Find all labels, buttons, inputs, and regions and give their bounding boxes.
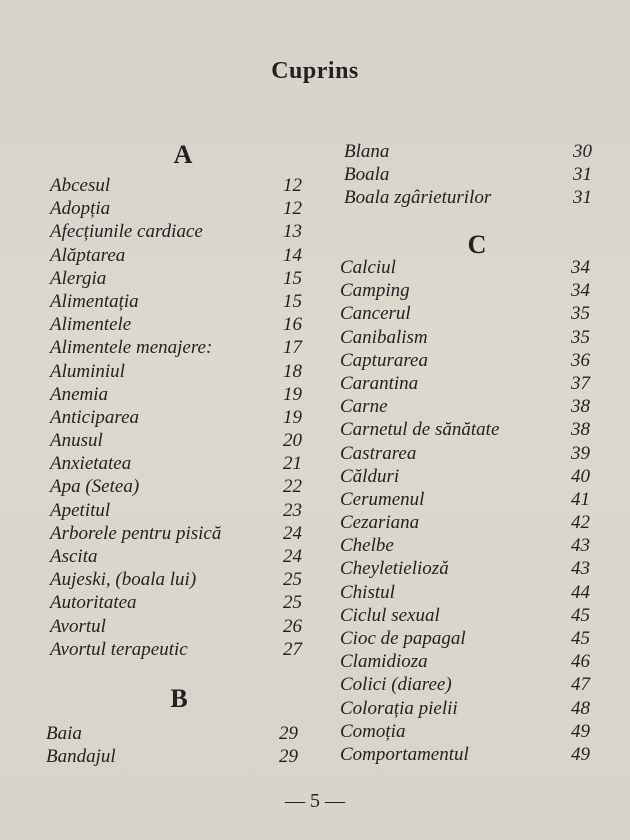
entry-page-number: 16	[283, 314, 302, 336]
entry-page-number: 20	[283, 430, 302, 452]
entry-term: Boala zgârieturilor	[344, 187, 492, 209]
index-entry	[50, 615, 302, 638]
entry-term: Ascita	[50, 546, 98, 567]
entry-page-number: 23	[283, 499, 302, 521]
entry-term: Chistul	[340, 581, 395, 603]
entry-page-number: 24	[283, 546, 302, 567]
entry-page-number: 12	[283, 175, 302, 196]
entry-page-number: 45	[571, 628, 590, 649]
entry-term: Alimentele	[50, 314, 132, 336]
entry-page-number: 25	[283, 569, 302, 591]
index-entry	[340, 511, 590, 534]
entry-term: Alergia	[50, 267, 107, 289]
entry-term: Călduri	[340, 465, 400, 487]
index-entry	[50, 360, 302, 383]
index-entry	[50, 452, 302, 475]
entry-term: Boala	[344, 164, 390, 186]
index-entry	[340, 442, 590, 465]
index-entry	[50, 174, 302, 197]
index-entry	[340, 697, 590, 720]
entry-term: Anticiparea	[50, 406, 139, 428]
entry-page-number: 49	[571, 720, 590, 742]
entry-term: Chelbe	[340, 535, 394, 557]
entry-page-number: 44	[571, 581, 590, 603]
index-entry	[340, 488, 590, 511]
index-entry	[50, 499, 302, 522]
index-entry	[340, 627, 590, 650]
entry-term: Colorația pielii	[340, 697, 458, 719]
entry-page-number: 21	[283, 453, 302, 475]
entry-term: Cezariana	[340, 512, 420, 534]
entry-page-number: 29	[279, 723, 298, 744]
index-entry	[340, 557, 590, 580]
entry-term: Alimentația	[50, 290, 139, 312]
index-entry	[50, 244, 302, 267]
index-entry	[340, 650, 590, 673]
entry-page-number: 22	[283, 476, 302, 498]
index-entry	[340, 302, 590, 325]
entry-term: Carantina	[340, 372, 419, 394]
entry-page-number: 25	[283, 592, 302, 614]
entry-term: Baia	[46, 723, 82, 744]
entry-term: Apetitul	[50, 499, 111, 521]
entry-term: Cerumenul	[340, 488, 425, 510]
entry-term: Camping	[340, 280, 410, 302]
entry-term: Colici (diaree)	[340, 674, 452, 696]
entry-term: Cheyletieliozǎ	[340, 558, 449, 580]
index-entry	[340, 581, 590, 604]
entry-page-number: 26	[283, 615, 302, 637]
entry-term: Ciclul sexual	[340, 604, 440, 626]
section-letter-a: A	[173, 140, 193, 169]
index-entry	[50, 568, 302, 591]
entry-page-number: 31	[573, 164, 592, 186]
index-entry	[50, 197, 302, 220]
entry-page-number: 12	[283, 198, 302, 220]
entry-term: Bandajul	[46, 746, 116, 768]
entry-term: Avortul	[50, 615, 106, 637]
index-entry	[340, 604, 590, 627]
entry-term: Carnetul de sănătate	[340, 419, 500, 441]
index-entry	[50, 290, 302, 313]
entry-term: Blana	[344, 141, 390, 162]
index-entry	[340, 372, 590, 395]
entry-page-number: 27	[283, 638, 302, 660]
index-entry	[46, 745, 298, 768]
entry-page-number: 38	[571, 419, 590, 441]
entry-term: Arborele pentru pisică	[50, 522, 222, 544]
index-entry	[340, 673, 590, 696]
entry-term: Clamidioza	[340, 651, 428, 673]
entry-page-number: 40	[571, 465, 590, 487]
index-entry	[50, 638, 302, 661]
entry-term: Anxietatea	[50, 453, 132, 475]
entry-page-number: 46	[571, 651, 590, 673]
section-letter-c: C	[467, 230, 487, 259]
entry-term: Anusul	[50, 430, 103, 452]
entry-term: Anemia	[50, 383, 109, 405]
entry-term: Afecțiunile cardiace	[50, 221, 203, 243]
entry-term: Canibalism	[340, 326, 428, 348]
entry-page-number: 34	[571, 257, 590, 278]
index-entry	[344, 140, 592, 163]
entry-page-number: 49	[571, 743, 590, 765]
index-entry	[50, 429, 302, 452]
entry-page-number: 42	[571, 512, 590, 534]
entry-page-number: 19	[283, 406, 302, 428]
entry-term: Alimentele menajere:	[50, 337, 213, 359]
section-letter-b: B	[170, 684, 188, 713]
index-entry	[340, 395, 590, 418]
index-entry	[50, 383, 302, 406]
entry-term: Cancerul	[340, 303, 411, 325]
index-entry	[340, 418, 590, 441]
entry-page-number: 43	[571, 535, 590, 557]
entry-term: Cioc de papagal	[340, 628, 466, 649]
index-entry	[340, 326, 590, 349]
index-entry	[50, 522, 302, 545]
index-entry	[50, 591, 302, 614]
entry-term: Autoritatea	[50, 592, 137, 614]
entry-term: Aujeski, (boala lui)	[50, 569, 197, 591]
entry-page-number: 43	[571, 558, 590, 580]
index-entry	[340, 534, 590, 557]
index-entry	[340, 743, 590, 766]
index-entry	[50, 475, 302, 498]
index-entry	[344, 186, 592, 209]
index-column-a	[50, 174, 302, 661]
index-entry	[50, 220, 302, 243]
entry-page-number: 47	[571, 674, 590, 696]
index-entry	[50, 267, 302, 290]
entry-page-number: 38	[571, 396, 590, 418]
entry-page-number: 35	[571, 326, 590, 348]
entry-page-number: 39	[571, 442, 590, 464]
entry-term: Aluminiul	[50, 360, 125, 382]
entry-page-number: 29	[279, 746, 298, 768]
index-entry	[50, 545, 302, 568]
entry-page-number: 30	[573, 141, 592, 162]
entry-page-number: 45	[571, 604, 590, 626]
entry-page-number: 18	[283, 360, 302, 382]
entry-page-number: 15	[283, 267, 302, 289]
entry-term: Comportamentul	[340, 743, 469, 765]
index-entry	[50, 313, 302, 336]
entry-term: Adopția	[50, 198, 111, 220]
page-number: — 5 —	[285, 790, 345, 812]
index-column-c	[340, 256, 590, 766]
entry-term: Apa (Setea)	[50, 476, 140, 498]
entry-page-number: 34	[571, 280, 590, 302]
entry-page-number: 35	[571, 303, 590, 325]
entry-page-number: 19	[283, 383, 302, 405]
entry-term: Abcesul	[50, 175, 111, 196]
entry-page-number: 31	[573, 187, 592, 209]
entry-page-number: 48	[571, 697, 590, 719]
entry-page-number: 24	[283, 522, 302, 544]
entry-term: Carne	[340, 396, 388, 418]
index-column-b	[46, 722, 298, 768]
index-column-b-continued	[344, 140, 592, 210]
entry-page-number: 17	[283, 337, 302, 359]
entry-term: Castrarea	[340, 442, 417, 464]
entry-term: Capturarea	[340, 349, 428, 371]
entry-term: Calciul	[340, 257, 396, 278]
entry-page-number: 15	[283, 290, 302, 312]
index-entry	[46, 722, 298, 745]
index-entry	[344, 163, 592, 186]
page-title: Cuprins	[271, 58, 359, 84]
index-entry	[50, 336, 302, 359]
entry-term: Alăptarea	[50, 244, 126, 266]
entry-term: Comoția	[340, 720, 406, 742]
index-entry	[340, 720, 590, 743]
entry-page-number: 37	[571, 372, 590, 394]
index-entry	[50, 406, 302, 429]
index-entry	[340, 256, 590, 279]
entry-page-number: 14	[283, 244, 302, 266]
index-entry	[340, 465, 590, 488]
entry-page-number: 13	[283, 221, 302, 243]
entry-page-number: 41	[571, 488, 590, 510]
index-entry	[340, 349, 590, 372]
entry-page-number: 36	[571, 349, 590, 371]
entry-term: Avortul terapeutic	[50, 638, 188, 660]
index-entry	[340, 279, 590, 302]
